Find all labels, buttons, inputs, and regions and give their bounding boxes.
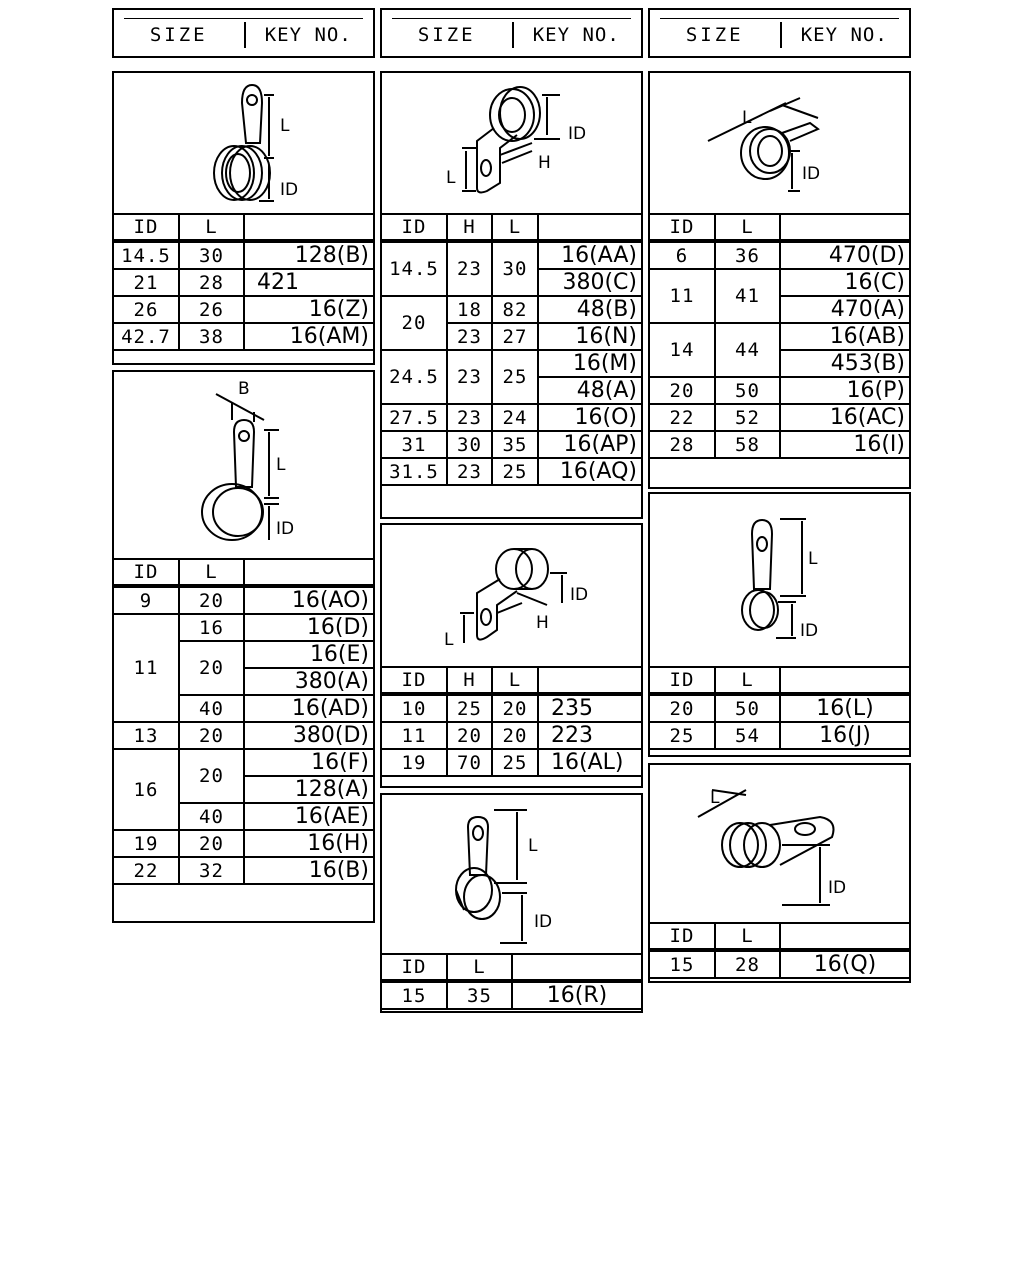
- key-no-cell: 16(J): [780, 722, 910, 749]
- key-no-label: KEY NO.: [264, 24, 352, 46]
- col-header-h: H: [447, 214, 492, 241]
- table-row: [381, 350, 642, 377]
- dim-h-label: H: [538, 153, 551, 173]
- size-cell: 16: [179, 614, 244, 641]
- size-cell: 27: [492, 323, 538, 350]
- size-cell: 35: [492, 431, 538, 458]
- size-cell: 28: [715, 950, 780, 978]
- size-cell: 15: [649, 950, 715, 978]
- key-no-cell: 380(C): [538, 269, 642, 296]
- size-cell: 21: [113, 269, 179, 296]
- clamp-panel-g: [648, 492, 911, 757]
- key-no-cell: 16(AB): [780, 323, 910, 350]
- column-header-3: [648, 8, 911, 58]
- size-cell: 18: [447, 296, 492, 323]
- size-cell: 20: [381, 296, 447, 350]
- size-cell: 15: [381, 981, 447, 1009]
- clamp-panel-d: [380, 523, 643, 788]
- clamp-d-table: [380, 666, 643, 777]
- col-header-key: [244, 559, 374, 586]
- key-no-cell: 16(AD): [244, 695, 374, 722]
- size-cell: 40: [179, 695, 244, 722]
- size-cell: 20: [492, 694, 538, 722]
- table-row: [113, 269, 374, 296]
- clamp-c-table: [380, 213, 643, 486]
- size-cell: 20: [649, 377, 715, 404]
- dim-id-label: ID: [570, 585, 589, 605]
- size-cell: 32: [179, 857, 244, 884]
- table-row: [113, 323, 374, 350]
- column-header-1: [112, 8, 375, 58]
- table-row: [381, 458, 642, 485]
- size-cell: 31.5: [381, 458, 447, 485]
- key-no-cell: 16(H): [244, 830, 374, 857]
- table-row: [381, 981, 642, 1009]
- key-no-cell: 223: [538, 722, 642, 749]
- table-row: [113, 749, 374, 776]
- clamp-e-table: [380, 953, 643, 1010]
- key-no-cell: 470(A): [780, 296, 910, 323]
- size-cell: 23: [447, 458, 492, 485]
- table-row: [649, 323, 910, 350]
- key-no-cell: 380(D): [244, 722, 374, 749]
- size-cell: 38: [179, 323, 244, 350]
- dim-l-label: L: [276, 455, 286, 475]
- size-cell: 27.5: [381, 404, 447, 431]
- key-no-cell: 128(B): [244, 241, 374, 269]
- dim-h-label: H: [536, 613, 549, 633]
- dim-id-label: ID: [568, 124, 587, 144]
- table-row: [649, 722, 910, 749]
- size-cell: 13: [113, 722, 179, 749]
- clamp-a-table: [112, 213, 375, 351]
- size-cell: 22: [649, 404, 715, 431]
- size-cell: 28: [179, 269, 244, 296]
- table-row: [649, 241, 910, 269]
- clamp-f-table: [648, 213, 911, 459]
- dim-l-label: L: [446, 168, 456, 188]
- size-cell: 58: [715, 431, 780, 458]
- key-no-cell: 16(N): [538, 323, 642, 350]
- col-header-key: [244, 214, 374, 241]
- size-cell: 25: [492, 350, 538, 404]
- size-cell: 42.7: [113, 323, 179, 350]
- dim-l-label: L: [280, 116, 290, 136]
- key-no-cell: 16(AE): [244, 803, 374, 830]
- col-header-key: [780, 667, 910, 694]
- key-no-cell: 16(Z): [244, 296, 374, 323]
- table-row: [381, 404, 642, 431]
- key-no-cell: 16(L): [780, 694, 910, 722]
- dim-l-label: L: [808, 549, 818, 569]
- col-header-l: L: [715, 667, 780, 694]
- key-no-cell: 16(O): [538, 404, 642, 431]
- col-header-key: [512, 954, 642, 981]
- size-cell: 22: [113, 857, 179, 884]
- dim-id-label: ID: [802, 164, 821, 184]
- size-cell: 14: [649, 323, 715, 377]
- size-cell: 44: [715, 323, 780, 377]
- clamp-g-table: [648, 666, 911, 750]
- col-header-l: L: [715, 923, 780, 950]
- key-no-cell: 16(AQ): [538, 458, 642, 485]
- column-header-2: [380, 8, 643, 58]
- clamp-panel-a: [112, 71, 375, 365]
- table-row: [113, 241, 374, 269]
- key-no-cell: 16(AM): [244, 323, 374, 350]
- table-row: [381, 241, 642, 269]
- size-cell: 70: [447, 749, 492, 776]
- col-header-id: ID: [381, 214, 447, 241]
- dim-id-label: ID: [276, 519, 295, 539]
- offset-clamp-drawing-icon: [382, 525, 641, 667]
- size-cell: 20: [179, 586, 244, 614]
- key-no-cell: 48(A): [538, 377, 642, 404]
- size-cell: 36: [715, 241, 780, 269]
- clamp-panel-c: [380, 71, 643, 519]
- key-no-cell: 16(P): [780, 377, 910, 404]
- col-header-h: H: [447, 667, 492, 694]
- size-cell: 10: [381, 694, 447, 722]
- size-cell: 25: [492, 458, 538, 485]
- size-cell: 20: [179, 722, 244, 749]
- table-row: [113, 857, 374, 884]
- size-cell: 11: [649, 269, 715, 323]
- table-row: [381, 296, 642, 323]
- table-row: [649, 377, 910, 404]
- key-no-cell: 421: [244, 269, 374, 296]
- key-no-label: KEY NO.: [800, 24, 888, 46]
- col-header-l: L: [447, 954, 512, 981]
- col-header-id: ID: [381, 954, 447, 981]
- key-no-cell: 16(R): [512, 981, 642, 1009]
- header-rule: [660, 18, 899, 19]
- table-row: [381, 722, 642, 749]
- size-cell: 28: [649, 431, 715, 458]
- table-row: [113, 296, 374, 323]
- key-no-cell: 16(AL): [538, 749, 642, 776]
- key-no-cell: 128(A): [244, 776, 374, 803]
- size-cell: 20: [179, 641, 244, 695]
- size-cell: 50: [715, 377, 780, 404]
- size-cell: 30: [447, 431, 492, 458]
- size-cell: 20: [179, 830, 244, 857]
- dim-id-label: ID: [828, 878, 847, 898]
- col-header-key: [538, 214, 642, 241]
- size-cell: 19: [381, 749, 447, 776]
- size-cell: 23: [447, 350, 492, 404]
- col-header-id: ID: [649, 667, 715, 694]
- loop-clamp-drawing-icon: [650, 494, 909, 666]
- col-header-key: [780, 923, 910, 950]
- key-no-cell: 16(B): [244, 857, 374, 884]
- size-cell: 11: [113, 614, 179, 722]
- size-cell: 23: [447, 404, 492, 431]
- col-header-key: [780, 214, 910, 241]
- size-cell: 14.5: [113, 241, 179, 269]
- key-no-cell: 16(AO): [244, 586, 374, 614]
- size-cell: 19: [113, 830, 179, 857]
- size-cell: 23: [447, 241, 492, 296]
- key-no-cell: 380(A): [244, 668, 374, 695]
- key-no-cell: 235: [538, 694, 642, 722]
- size-cell: 25: [492, 749, 538, 776]
- size-cell: 30: [179, 241, 244, 269]
- col-header-l: L: [492, 214, 538, 241]
- key-no-cell: 16(AA): [538, 241, 642, 269]
- clamp-b-table: [112, 558, 375, 885]
- spring-clamp-drawing-icon: [114, 73, 373, 215]
- clamp-panel-e: [380, 793, 643, 1013]
- size-cell: 40: [179, 803, 244, 830]
- size-cell: 50: [715, 694, 780, 722]
- table-row: [649, 431, 910, 458]
- col-header-l: L: [179, 559, 244, 586]
- size-cell: 26: [179, 296, 244, 323]
- clamp-h-table: [648, 922, 911, 979]
- cushion-clamp-drawing-icon: [650, 765, 909, 923]
- table-row: [649, 404, 910, 431]
- col-header-id: ID: [113, 214, 179, 241]
- size-cell: 24: [492, 404, 538, 431]
- size-cell: 52: [715, 404, 780, 431]
- col-header-id: ID: [649, 214, 715, 241]
- key-no-cell: 470(D): [780, 241, 910, 269]
- table-row: [381, 749, 642, 776]
- dim-id-label: ID: [534, 912, 553, 932]
- size-cell: 30: [492, 241, 538, 296]
- key-no-label: KEY NO.: [532, 24, 620, 46]
- double-clamp-drawing-icon: [382, 795, 641, 955]
- size-cell: 25: [649, 722, 715, 749]
- col-header-id: ID: [381, 667, 447, 694]
- table-row: [381, 694, 642, 722]
- col-header-id: ID: [113, 559, 179, 586]
- table-row: [649, 269, 910, 296]
- size-cell: 23: [447, 323, 492, 350]
- size-cell: 25: [447, 694, 492, 722]
- key-no-cell: 16(AP): [538, 431, 642, 458]
- clamp-panel-b: [112, 370, 375, 923]
- table-row: [113, 586, 374, 614]
- dim-l-label: L: [444, 630, 454, 650]
- key-no-cell: 16(I): [780, 431, 910, 458]
- p-clamp-drawing-icon: [114, 372, 373, 558]
- size-cell: 6: [649, 241, 715, 269]
- table-row: [113, 722, 374, 749]
- col-header-id: ID: [649, 923, 715, 950]
- size-cell: 9: [113, 586, 179, 614]
- size-cell: 14.5: [381, 241, 447, 296]
- clamp-panel-h: [648, 763, 911, 983]
- size-label: SIZE: [685, 24, 744, 46]
- dim-l-label: L: [710, 788, 720, 808]
- key-no-cell: 16(C): [780, 269, 910, 296]
- size-cell: 41: [715, 269, 780, 323]
- size-label: SIZE: [149, 24, 208, 46]
- step-clamp-drawing-icon: [382, 73, 641, 215]
- table-row: [113, 614, 374, 641]
- size-cell: 11: [381, 722, 447, 749]
- size-cell: 20: [649, 694, 715, 722]
- size-label: SIZE: [417, 24, 476, 46]
- header-rule: [124, 18, 363, 19]
- col-header-l: L: [179, 214, 244, 241]
- key-no-cell: 16(M): [538, 350, 642, 377]
- col-header-l: L: [492, 667, 538, 694]
- size-cell: 20: [179, 749, 244, 803]
- dim-b-label: B: [238, 379, 250, 399]
- table-row: [649, 694, 910, 722]
- table-row: [113, 830, 374, 857]
- size-cell: 16: [113, 749, 179, 830]
- dim-l-label: L: [742, 108, 752, 128]
- col-header-l: L: [715, 214, 780, 241]
- key-no-cell: 16(D): [244, 614, 374, 641]
- table-row: [649, 950, 910, 978]
- dim-l-label: L: [528, 836, 538, 856]
- key-no-cell: 16(Q): [780, 950, 910, 978]
- size-cell: 26: [113, 296, 179, 323]
- key-no-cell: 16(AC): [780, 404, 910, 431]
- key-no-cell: 453(B): [780, 350, 910, 377]
- key-no-cell: 16(E): [244, 641, 374, 668]
- dim-id-label: ID: [800, 621, 819, 641]
- dim-id-label: ID: [280, 180, 299, 200]
- key-no-cell: 16(F): [244, 749, 374, 776]
- size-cell: 20: [492, 722, 538, 749]
- table-row: [381, 431, 642, 458]
- clamp-panel-f: [648, 71, 911, 489]
- key-no-cell: 48(B): [538, 296, 642, 323]
- size-cell: 35: [447, 981, 512, 1009]
- col-header-key: [538, 667, 642, 694]
- header-rule: [392, 18, 631, 19]
- size-cell: 24.5: [381, 350, 447, 404]
- size-cell: 82: [492, 296, 538, 323]
- size-cell: 54: [715, 722, 780, 749]
- size-cell: 31: [381, 431, 447, 458]
- ring-clamp-drawing-icon: [650, 73, 909, 215]
- size-cell: 20: [447, 722, 492, 749]
